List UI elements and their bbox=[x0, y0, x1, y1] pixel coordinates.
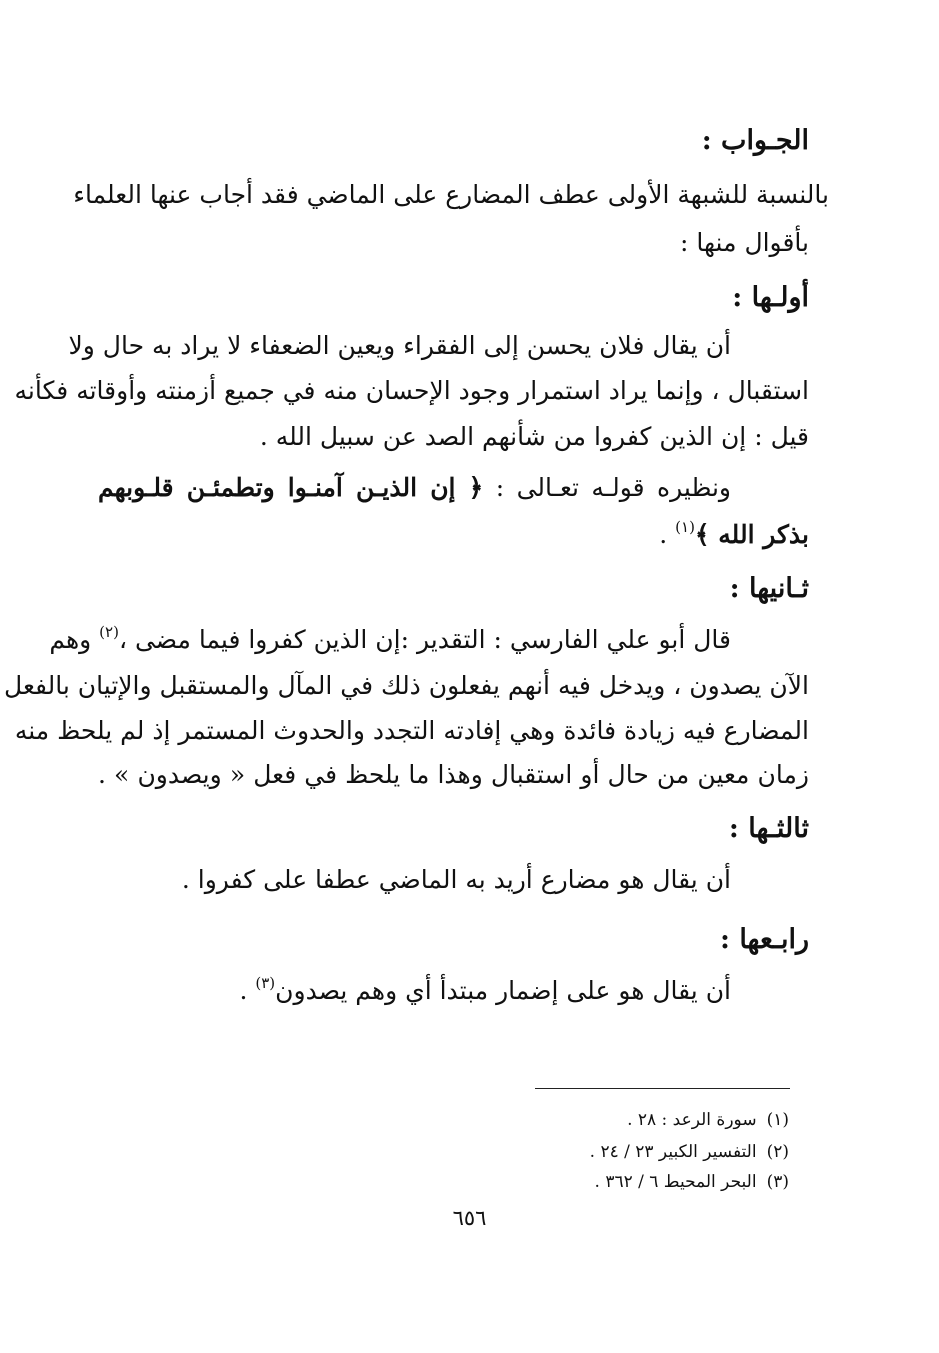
fourth-heading: رابـعها : bbox=[719, 924, 809, 955]
answer-heading: الجـواب : bbox=[701, 125, 809, 156]
footnote-1 bbox=[627, 1106, 789, 1134]
third-line-1: أن يقال هو مضارع أريد به الماضي عطفا على كفروا . bbox=[181, 865, 731, 894]
footnote-ref-1: (١) bbox=[675, 518, 695, 536]
verse-end: . bbox=[659, 520, 676, 549]
footnote-3-number: (٣) bbox=[766, 1172, 789, 1192]
footnote-1-number: (١) bbox=[766, 1110, 789, 1130]
first-verse-line-1 bbox=[98, 465, 731, 511]
intro-line-1: بالنسبة للشبهة الأولى عطف المضارع على الماضي فقد أجاب عنها العلماء bbox=[73, 180, 829, 209]
footnote-2-text: التفسير الكبير ٢٣ / ٢٤ . bbox=[589, 1142, 757, 1162]
fourth-line-1-end: . bbox=[239, 976, 256, 1005]
quran-verse-part-2: بذكر الله ﴾ bbox=[694, 520, 809, 549]
footnote-2-number: (٢) bbox=[766, 1142, 789, 1162]
third-heading: ثالثـها : bbox=[728, 813, 809, 844]
footnote-2 bbox=[590, 1138, 789, 1166]
footnote-separator bbox=[535, 1088, 790, 1089]
footnote-ref-3: (٣) bbox=[255, 974, 276, 992]
footnote-1-text: سورة الرعد : ٢٨ . bbox=[627, 1110, 757, 1130]
first-heading: أولـها : bbox=[732, 282, 809, 313]
first-verse-line-2 bbox=[659, 512, 809, 558]
fourth-line-1-text: أن يقال هو على إضمار مبتدأ أي وهم يصدون bbox=[275, 976, 731, 1005]
second-line-1 bbox=[49, 617, 731, 663]
second-line-3: المضارع فيه زيادة فائدة وهي إفادته التجدد والحدوث المستمر إذ لم يلحظ منه bbox=[14, 716, 809, 745]
footnote-3-text: البحر المحيط ٦ / ٣٦٢ . bbox=[594, 1172, 757, 1192]
second-line-4: زمان معين من حال أو استقبال وهذا ما يلحظ في فعل « ويصدون » . bbox=[98, 760, 809, 789]
second-line-1-end: وهم bbox=[49, 625, 100, 654]
second-heading: ثـانيها : bbox=[729, 573, 809, 604]
footnote-ref-2: (٢) bbox=[99, 623, 119, 641]
intro-line-2: بأقوال منها : bbox=[680, 228, 809, 257]
quran-verse-part-1: ﴿ إن الذيـن آمنـوا وتطمئـن قلـوبهم bbox=[98, 473, 484, 502]
first-line-1: أن يقال فلان يحسن إلى الفقراء ويعين الضعفاء لا يراد به حال ولا bbox=[68, 331, 731, 360]
verse-intro: ونظيره قولـه تعـالى : bbox=[495, 473, 731, 502]
second-line-2: الآن يصدون ، ويدخل فيه أنهم يفعلون ذلك في المآل والمستقبل والإتيان بالفعل bbox=[4, 671, 809, 700]
first-line-3: قيل : إن الذين كفروا من شأنهم الصد عن سبيل الله . bbox=[259, 422, 809, 451]
first-line-2: استقبال ، وإنما يراد استمرار وجود الإحسان منه في جميع أزمنته وأوقاته فكأنه bbox=[14, 376, 809, 405]
footnote-3 bbox=[595, 1168, 790, 1196]
page-number: ٦٥٦ bbox=[452, 1206, 487, 1230]
fourth-line-1 bbox=[239, 968, 731, 1014]
second-line-1-text: قال أبو علي الفارسي : التقدير :إن الذين كفروا فيما مضى ، bbox=[118, 625, 731, 654]
